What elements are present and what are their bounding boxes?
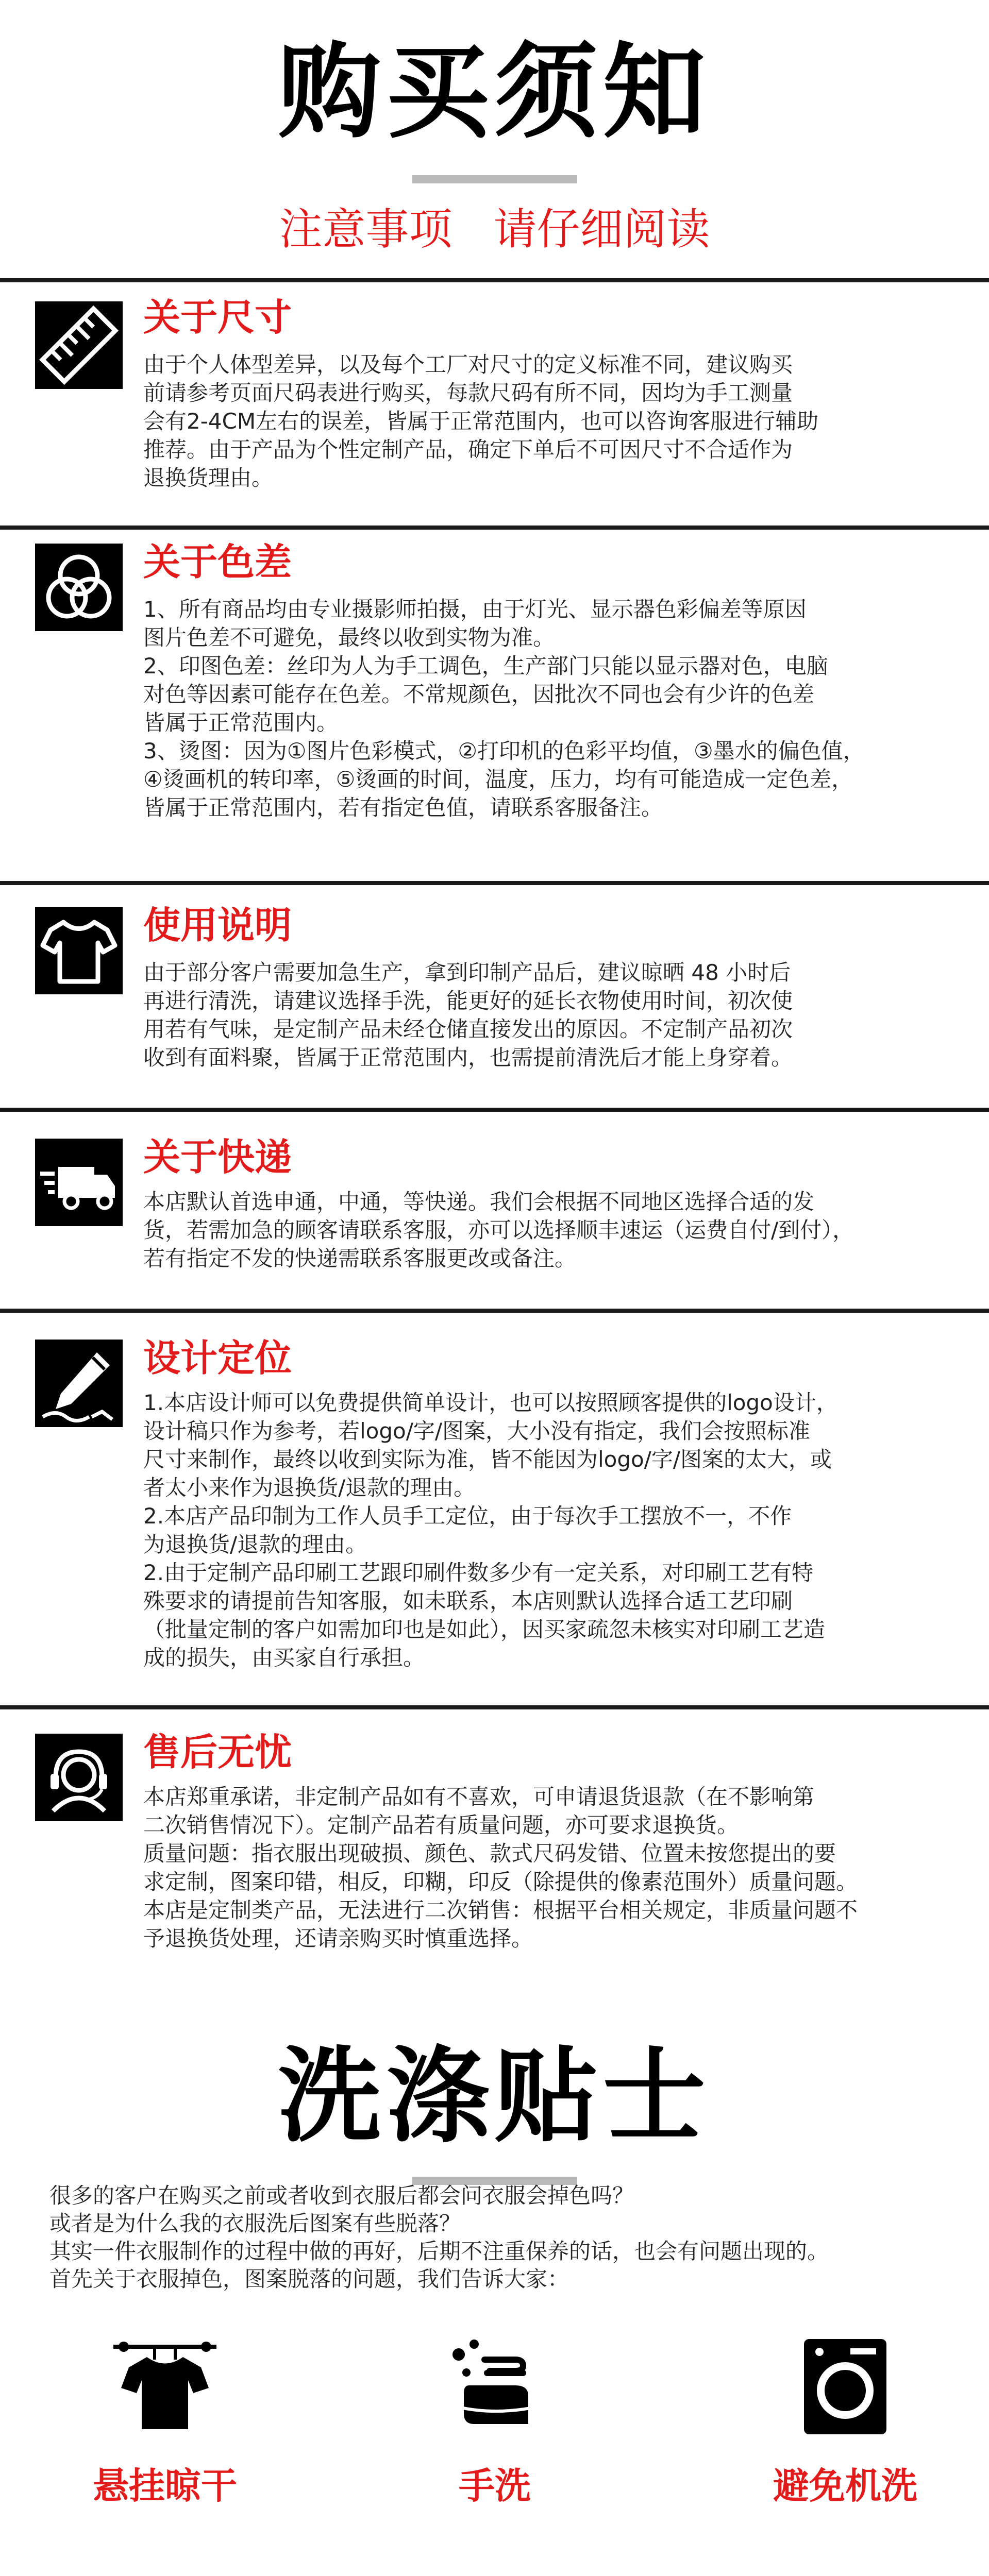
customer-service-icon (35, 1734, 123, 1821)
section-divider (0, 881, 989, 885)
page-subtitle: 注意事项 请仔细阅读 (279, 204, 710, 255)
washing-machine-icon (789, 2329, 902, 2442)
section-divider (0, 526, 989, 530)
hanging-shirt-icon (108, 2329, 222, 2442)
section-title-delivery: 关于快递 (143, 1136, 292, 1179)
section-divider (0, 1108, 989, 1112)
ruler-icon (35, 301, 123, 389)
color-circles-icon (35, 544, 123, 631)
section-body-delivery: 本店默认首选申通，中通，等快递。我们会根据不同地区选择合适的发 货，若需加急的顾客请联系客服，亦可以选择顺丰速运（运费自付/到付）， 若有指定不发的快递需联系客服更改或备注。 (143, 1189, 854, 1271)
washing-intro: 很多的客户在购买之前或者收到衣服后都会问衣服会掉色吗？ 或者是为什么我的衣服洗后图案有些脱落？ 其实一件衣服制作的过程中做的再好，后期不注重保养的话，也会有问题出现的。 首先关于衣服掉色，图案脱落的问题，我们告诉大家： (49, 2183, 829, 2292)
section-title-design: 设计定位 (143, 1336, 292, 1380)
page-title: 购买须知 (278, 32, 711, 152)
title-underline (412, 175, 577, 183)
section-divider (0, 1705, 989, 1709)
tip-label-hand-wash: 手洗 (459, 2465, 531, 2507)
section-divider (0, 278, 989, 282)
section-divider (0, 1309, 989, 1313)
section-body-size: 由于个人体型差异，以及每个工厂对尺寸的定义标准不同，建议购买 前请参考页面尺码表进行购买，每款尺码有所不同，因均为手工测量 会有2-4CM左右的误差，皆属于正常范围内，也可以咨询客服进行辅助 推荐。由于产品为个性定制产品，确定下单后不可因尺寸不合适作为 退换货理由。 (143, 352, 819, 490)
hand-wash-icon (438, 2329, 551, 2442)
section-title-color: 关于色差 (143, 540, 292, 584)
section-body-design: 1.本店设计师可以免费提供简单设计，也可以按照顾客提供的logo设计， 设计稿只作为参考，若logo/字/图案，大小没有指定，我们会按照标准 尺寸来制作，最终以收到实际为准，皆不能因为logo/字/图案的太大，或 者太小来作为退换货/退款的理由。 2.本店产品印制为工作人员手工定位，由于每次手工摆放不一，不作 为退换货/退款的理由。 2.由于定制产品印刷工艺跟印刷件数多少有一定关系，对印刷工艺有特 殊要求的请提前告知客服，如未联系，本店则默认选择合适工艺印刷 （批量定制的客户如需加印也是如此），因买家疏忽未核实对印刷工艺造 成的损失，由买家自行承担。 (143, 1390, 838, 1670)
tshirt-icon (35, 907, 123, 994)
section-title-usage: 使用说明 (143, 904, 292, 947)
delivery-truck-icon (35, 1139, 123, 1226)
section-body-usage: 由于部分客户需要加急生产，拿到印制产品后，建议晾晒 48 小时后 再进行清洗，请建议选择手洗，能更好的延长衣物使用时间，初次使 用若有气味，是定制产品未经仓储直接发出的原因。不定制产品初次 收到有面料聚，皆属于正常范围内，也需提前清洗后才能上身穿着。 (143, 960, 793, 1070)
tip-label-no-machine-wash: 避免机洗 (773, 2465, 917, 2507)
washing-title: 洗涤贴士 (278, 2037, 711, 2157)
section-title-aftersales: 售后无忧 (143, 1731, 292, 1774)
design-pen-icon (35, 1340, 123, 1427)
section-title-size: 关于尺寸 (143, 296, 292, 339)
section-body-aftersales: 本店郑重承诺，非定制产品如有不喜欢，可申请退货退款（在不影响第 二次销售情况下）。定制产品若有质量问题，亦可要求退换货。 质量问题：指衣服出现破损、颜色、款式尺码发错、位置未按您提出的要 求定制，图案印错，相反，印糊，印反（除提供的像素范围外）质量问题。 本店是定制类产品，无法进行二次销售：根据平台相关规定，非质量问题不 予退换货处理，还请亲购买时慎重选择。 (143, 1784, 858, 1951)
tip-label-hang-dry: 悬挂晾干 (93, 2465, 237, 2507)
section-body-color: 1、所有商品均由专业摄影师拍摄，由于灯光、显示器色彩偏差等原因 图片色差不可避免，最终以收到实物为准。 2、印图色差：丝印为人为手工调色，生产部门只能以显示器对色，电脑 对色等因素可能存在色差。不常规颜色，因批次不同也会有少许的色差 皆属于正常范围内。 3、烫图：因为①图片色彩模式，②打印机的色彩平均值，③墨水的偏色值， ④烫画机的转印率，⑤烫画的时间，温度，压力，均有可能造成一定色差， 皆属于正常范围内，若有指定色值，请联系客服备注。 (143, 597, 865, 820)
